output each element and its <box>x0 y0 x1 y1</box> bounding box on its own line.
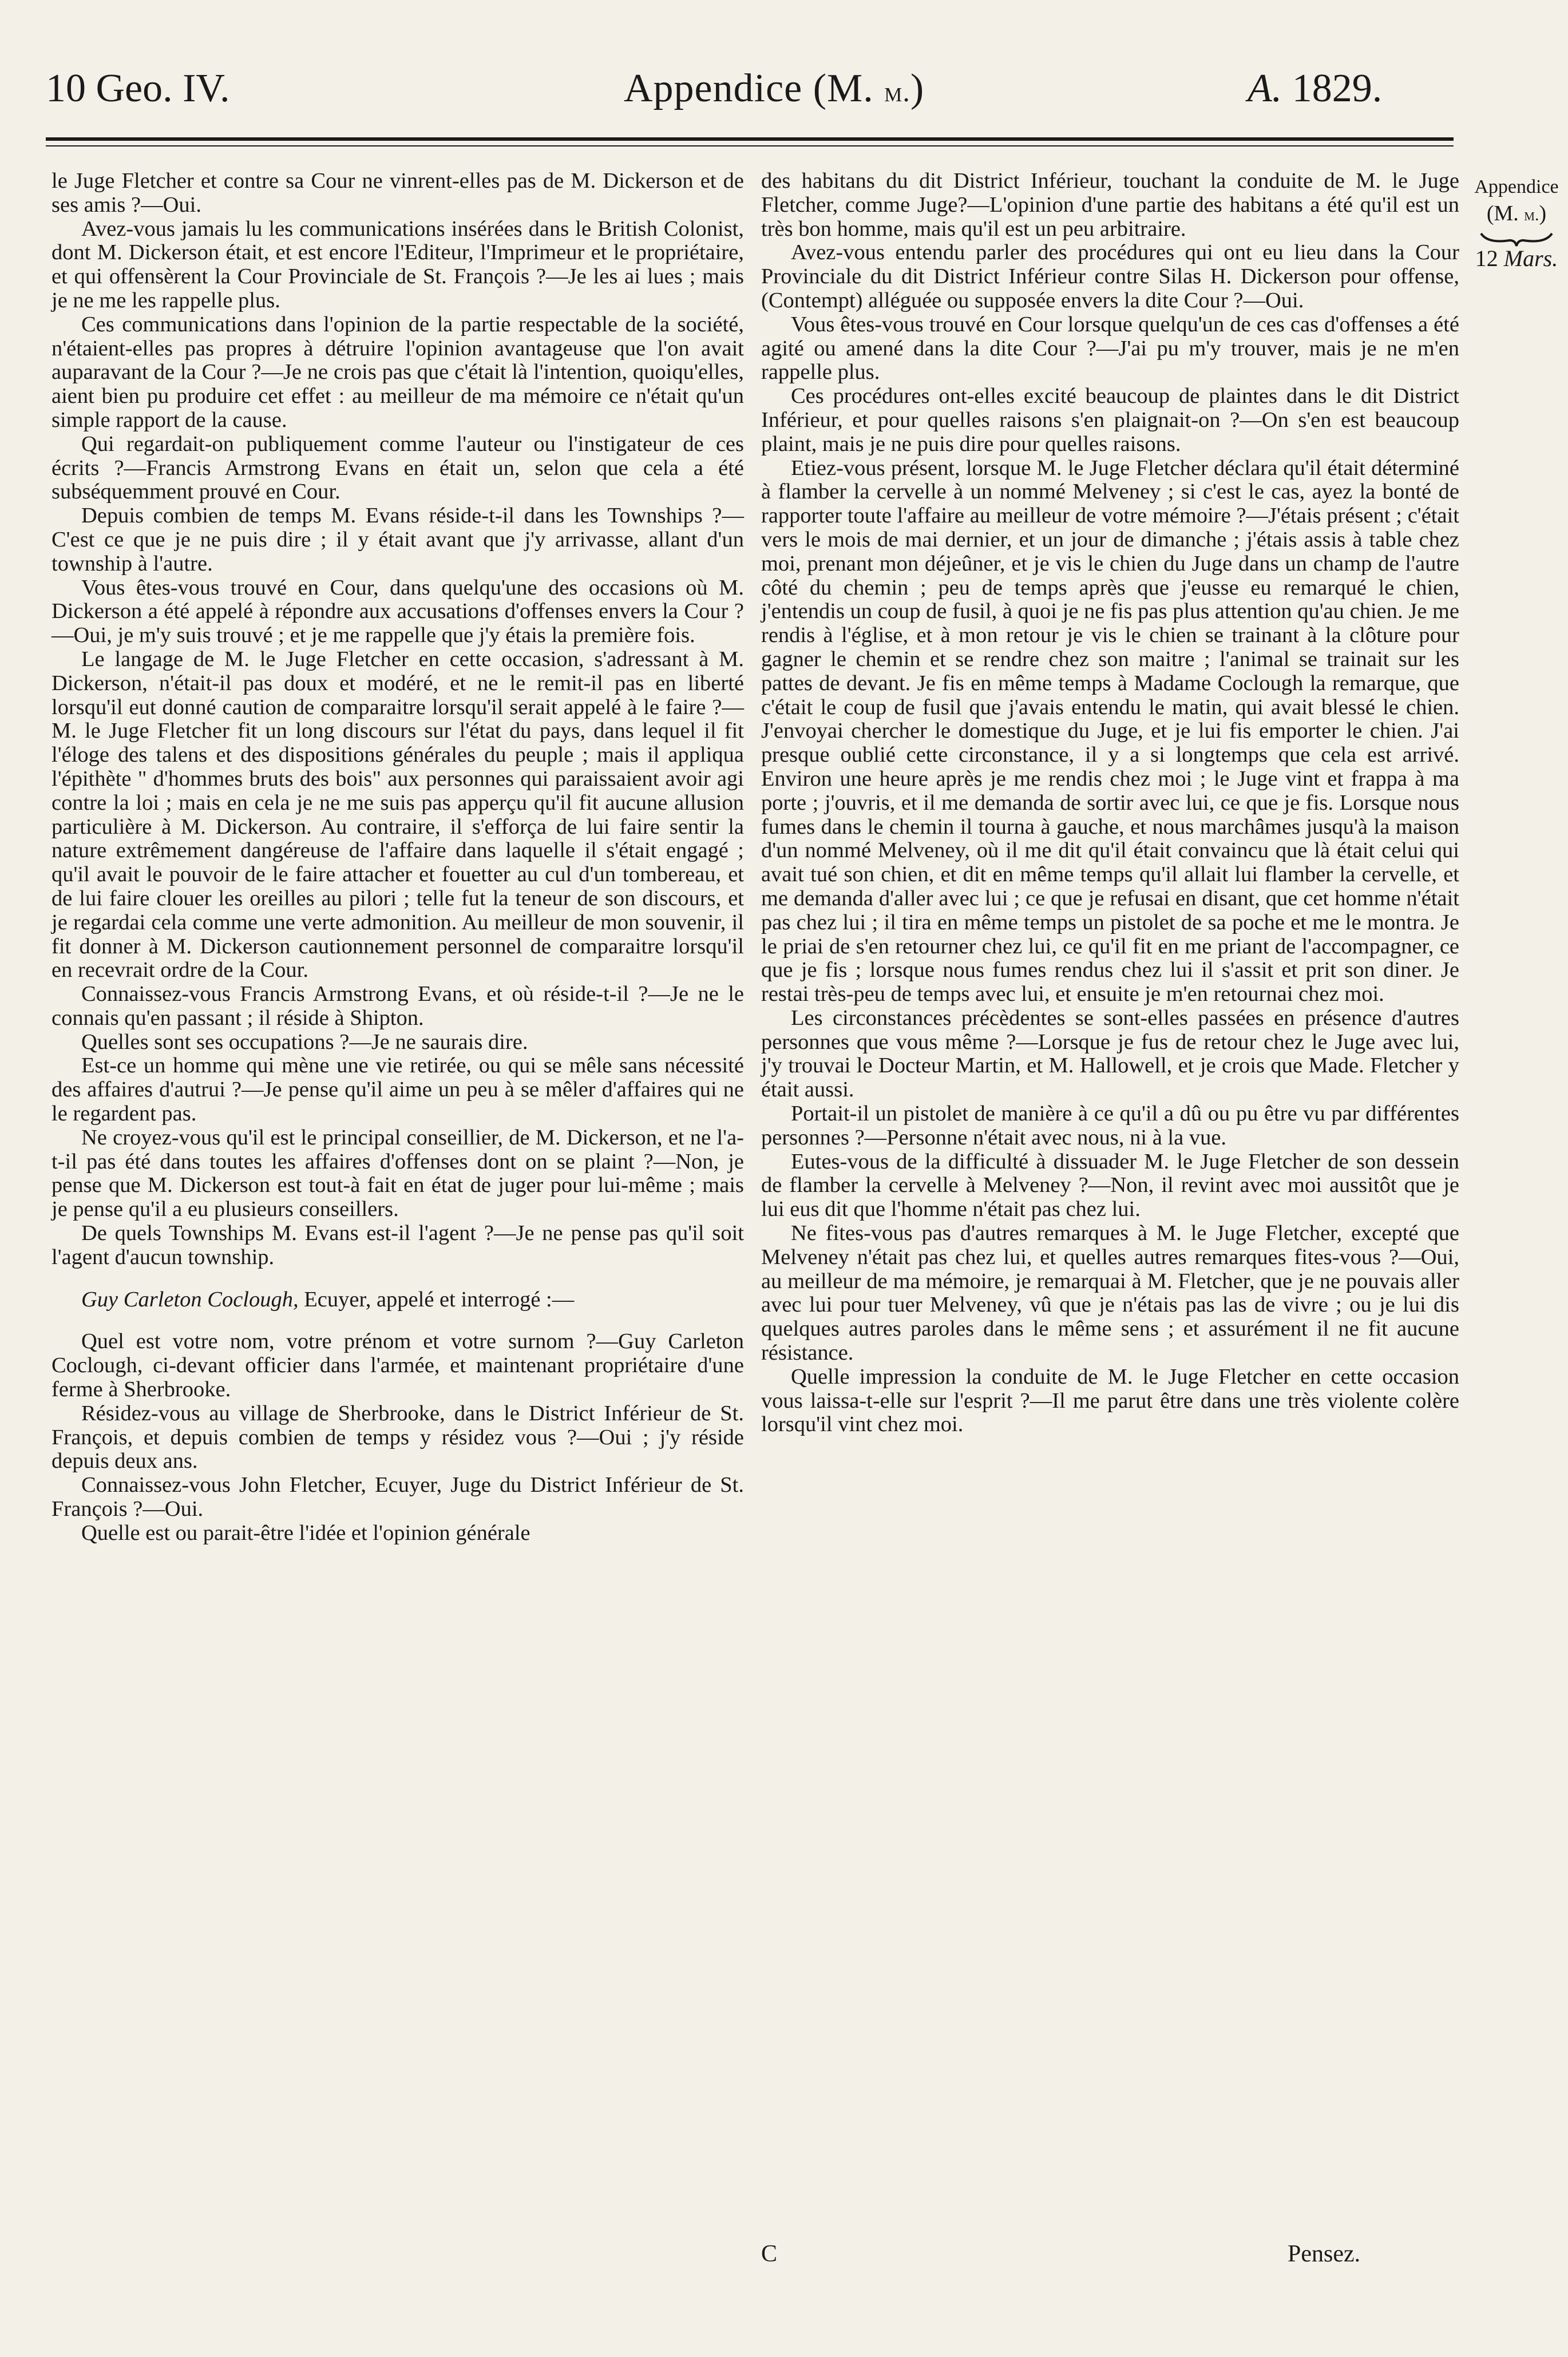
paragraph: Avez-vous entendu parler des procédures qui ont eu lieu dans la Cour Provinciale du dit District Inférieur contre Silas H. Dickerson pour offense, (Contempt) alléguée ou supposée envers la dite Cour ?—Oui. <box>761 240 1459 312</box>
running-head-left: 10 Geo. IV. <box>46 66 230 110</box>
paragraph: Quel est votre nom, votre prénom et votre surnom ?—Guy Carleton Coclough, ci-devant officier dans l'armée, et maintenant propriétaire d'une ferme à Sherbrooke. <box>52 1329 744 1402</box>
paragraph: Le langage de M. le Juge Fletcher en cette occasion, s'adressant à M. Dickerson, n'était-il pas doux et modéré, et ne le remit-il pas en liberté lorsqu'il eut donné caution de comparaitre lorsqu'il serait appelé à le faire ?—M. le Juge Fletcher fit un long discours sur l'état du pays, dans lequel il fit l'éloge des talens et des dispositions générales du peuple ; mais il appliqua l'épithète " d'hommes bruts des bois" aux personnes qui paraissaient avoir agi contre la loi ; mais en cela je ne me suis pas apperçu qu'il fit aucune allusion particulière à M. Dickerson. Au contraire, il s'efforça de lui faire sentir la nature extrêmement dangéreuse de l'affaire dans laquelle il s'était engagé ; qu'il avait le pouvoir de le faire attacher et fouetter au cul d'un tombereau, et de lui faire clouer les oreilles au pilori ; telle fut la teneur de son discours, et je regardai cela comme une verte admonition. Au meilleur de mon souvenir, il fit donner à M. Dickerson cautionnement personnel de comparaitre lorsqu'il en recevrait ordre de la Cour. <box>52 647 744 983</box>
header-rule-thin <box>46 145 1454 146</box>
paragraph: Eutes-vous de la difficulté à dissuader M. le Juge Fletcher de son dessein de flamber la cervelle à Melveney ?—Non, il revint avec moi aussitôt que je lui eus dit que l'homme n'était pas chez lui. <box>761 1149 1459 1222</box>
witness-heading-rest: Ecuyer, appelé et interrogé :— <box>304 1287 575 1312</box>
margin-note-appendice: Appendice <box>1474 176 1559 197</box>
margin-brace-icon <box>1471 228 1562 245</box>
paragraph: Portait-il un pistolet de manière à ce qu'il a dû ou pu être vu par différentes personnes ?—Personne n'était avec nous, ni à la vue. <box>761 1102 1459 1150</box>
running-head-center <box>624 66 925 110</box>
margin-note-section-open: (M. <box>1486 201 1519 225</box>
paragraph: Quelle est ou parait-être l'idée et l'opinion générale <box>81 1520 530 1545</box>
margin-note-date <box>1471 245 1562 272</box>
paragraph: Ne croyez-vous qu'il est le principal conseillier, de M. Dickerson, et ne l'a-t-il pas été dans toutes les affaires d'offenses dont on se plaint ?—Non, je pense que M. Dickerson est tout-à fait en état de juger pour lui-même ; mais je pense qu'il a eu plusieurs conseillers. <box>52 1125 744 1222</box>
witness-name: Guy Carleton Coclough, <box>81 1287 299 1312</box>
paragraph: Connaissez-vous Francis Armstrong Evans, et où réside-t-il ?—Je ne le connais qu'en passant ; il réside à Shipton. <box>52 982 744 1030</box>
paragraph: Quelles sont ses occupations ?—Je ne saurais dire. <box>81 1029 528 1054</box>
paragraph: Est-ce un homme qui mène une vie retirée, ou qui se mêle sans nécessité des affaires d'autrui ?—Je pense qu'il aime un peu à se mêler d'affaires qui ne le regardent pas. <box>52 1053 744 1126</box>
paragraph: Etiez-vous présent, lorsque M. le Juge Fletcher déclara qu'il était déterminé à flamber la cervelle à un nommé Melveney ; si c'est le cas, ayez la bonté de rapporter toute l'affaire au meilleur de votre mémoire ?—J'étais présent ; c'était vers le mois de mai dernier, et un jour de dimanche ; j'étais assis à table chez moi, prenant mon déjeûner, et je vis le chien du Juge dans un champ de l'autre côté du chemin ; peu de temps après que j'eusse eu remarqué le chien, j'entendis un coup de fusil, à quoi je ne fis pas plus attention qu'au chien. Je me rendis à l'église, et à mon retour je vis le chien se trainant à la clôture pour gagner le chemin et se rendre chez son maitre ; l'animal se trainait sur les pattes de devant. Je fis en même temps à Madame Coclough la remarque, que c'était le coup de fusil que j'avais entendu le matin, qui avait blessé le chien. J'envoyai chercher le domestique du Juge, et je lui fis emporter le chien. J'ai presque oublié cette circonstance, il y a si longtemps que cela est arrivé. Environ une heure après je me rendis chez moi ; le Juge vint et frappa à ma porte ; j'ouvris, et il me demanda de sortir avec lui, ce que je fis. Lorsque nous fumes dans le chemin il tourna à gauche, et nous marchâmes jusqu'à la maison d'un nommé Melveney, où il me dit qu'il était convaincu que là était celui qui avait tué son chien, et dit en même temps qu'il allait lui flamber la cervelle, et me demanda d'aller avec lui ; ce que je refusai en disant, que cet homme n'était pas chez lui ; il tira en même temps un pistolet de sa poche et me le montra. Je le priai de s'en retourner chez lui, ce qu'il fit en me priant de l'accompagner, ce que je fis ; lorsque nous fumes rendus chez lui il s'assit et prit son diner. Je restai très-peu de temps avec lui, et ensuite je m'en retournai chez moi. <box>761 455 1459 1007</box>
running-head-letter: A. <box>1248 66 1282 110</box>
catchword: Pensez. <box>1288 2241 1361 2267</box>
margin-note-section <box>1471 200 1562 228</box>
paragraph: Les circonstances précèdentes se sont-elles passées en présence d'autres personnes que vous même ?—Lorsque je fus de retour chez le Juge avec lui, j'y trouvai le Docteur Martin, et M. Hallowell, et je crois que Made. Fletcher y était aussi. <box>761 1005 1459 1102</box>
running-head-center-close: ) <box>910 66 925 110</box>
margin-note-section-close: ) <box>1539 201 1547 225</box>
paragraph: Ces procédures ont-elles excité beaucoup de plaintes dans le dit District Inférieur, et pour quelles raisons s'en plaignait-on ?—On s'en est beaucoup plaint, mais je ne puis dire pour quelles raisons. <box>761 384 1459 456</box>
paragraph: des habitans du dit District Inférieur, touchant la conduite de M. le Juge Fletcher, comme Juge?—L'opinion d'une partie des habitans a été qu'il est un très bon homme, mais qu'il est un peu arbitraire. <box>761 169 1459 241</box>
running-head-center-main: Appendice (M. <box>624 66 874 110</box>
paragraph: Depuis combien de temps M. Evans réside-t-il dans les Townships ?—C'est ce que je ne puis dire ; il y était avant que j'y arrivasse, allant d'un township à l'autre. <box>52 504 744 576</box>
margin-note <box>1471 174 1562 272</box>
signature-mark: C <box>761 2241 778 2267</box>
header-rule-thick <box>46 137 1454 141</box>
paragraph: De quels Townships M. Evans est-il l'agent ?—Je ne pense pas qu'il soit l'agent d'aucun township. <box>52 1221 744 1269</box>
paragraph: Vous êtes-vous trouvé en Cour lorsque quelqu'un de ces cas d'offenses a été agité ou amené dans la dite Cour ?—J'ai pu m'y trouver, mais je ne m'en rappelle plus. <box>761 312 1459 385</box>
witness-heading <box>52 1288 744 1312</box>
paragraph: Connaissez-vous John Fletcher, Ecuyer, Juge du District Inférieur de St. François ?—Oui. <box>52 1473 744 1522</box>
paragraph: Quelle impression la conduite de M. le Juge Fletcher en cette occasion vous laissa-t-elle sur l'esprit ?—Il me parut être dans une très violente colère lorsqu'il vint chez moi. <box>761 1364 1459 1437</box>
running-head-right <box>1248 66 1383 110</box>
paragraph: le Juge Fletcher et contre sa Cour ne vinrent-elles pas de M. Dickerson et de ses amis ?—Oui. <box>52 169 744 217</box>
right-column <box>761 169 1459 1437</box>
paragraph: Qui regardait-on publiquement comme l'auteur ou l'instigateur de ces écrits ?—Francis Armstrong Evans en était un, selon que cela a été subséquemment prouvé en Cour. <box>52 431 744 504</box>
running-head-center-sc: m. <box>884 76 910 108</box>
paragraph: Ne fites-vous pas d'autres remarques à M. le Juge Fletcher, excepté que Melveney n'était pas chez lui, et quelles autres remarques fites-vous ?—Oui, au meilleur de ma mémoire, je remarquai à M. Fletcher, que je ne pouvais aller avec lui pour tuer Melveney, vû que je n'étais pas las de vivre ; ou je lui dis quelques autres paroles dans le même sens ; et assurément il ne fit aucune résistance. <box>761 1221 1459 1365</box>
running-head-year: 1829. <box>1292 66 1383 110</box>
paragraph: Résidez-vous au village de Sherbrooke, dans le District Inférieur de St. François, et depuis combien de temps y résidez vous ?—Oui ; j'y réside depuis deux ans. <box>52 1401 744 1473</box>
margin-note-month: Mars. <box>1503 245 1558 271</box>
left-column <box>52 169 744 1546</box>
paragraph: Vous êtes-vous trouvé en Cour, dans quelqu'une des occasions où M. Dickerson a été appelé à répondre aux accusations d'offenses envers la Cour ?—Oui, je m'y suis trouvé ; et je me rappelle que j'y étais la première fois. <box>52 575 744 648</box>
margin-note-section-sc: m. <box>1524 205 1539 224</box>
paragraph: Ces communications dans l'opinion de la partie respectable de la société, n'étaient-elles pas propres à détruire l'opinion avantageuse que l'on avait auparavant de la Cour ?—Je ne crois pas que c'était là l'intention, quoiqu'elles, aient bien pu produire cet effet : au meilleur de ma mémoire ce n'était qu'un simple rapport de la cause. <box>52 312 744 432</box>
paragraph: Avez-vous jamais lu les communications insérées dans le British Colonist, dont M. Dickerson était, et est encore l'Editeur, l'Imprimeur et le propriétaire, et qui offensèrent la Cour Provinciale de St. François ?—Je les ai lues ; mais je ne me les rappelle plus. <box>52 216 744 312</box>
margin-note-day: 12 <box>1475 245 1498 271</box>
